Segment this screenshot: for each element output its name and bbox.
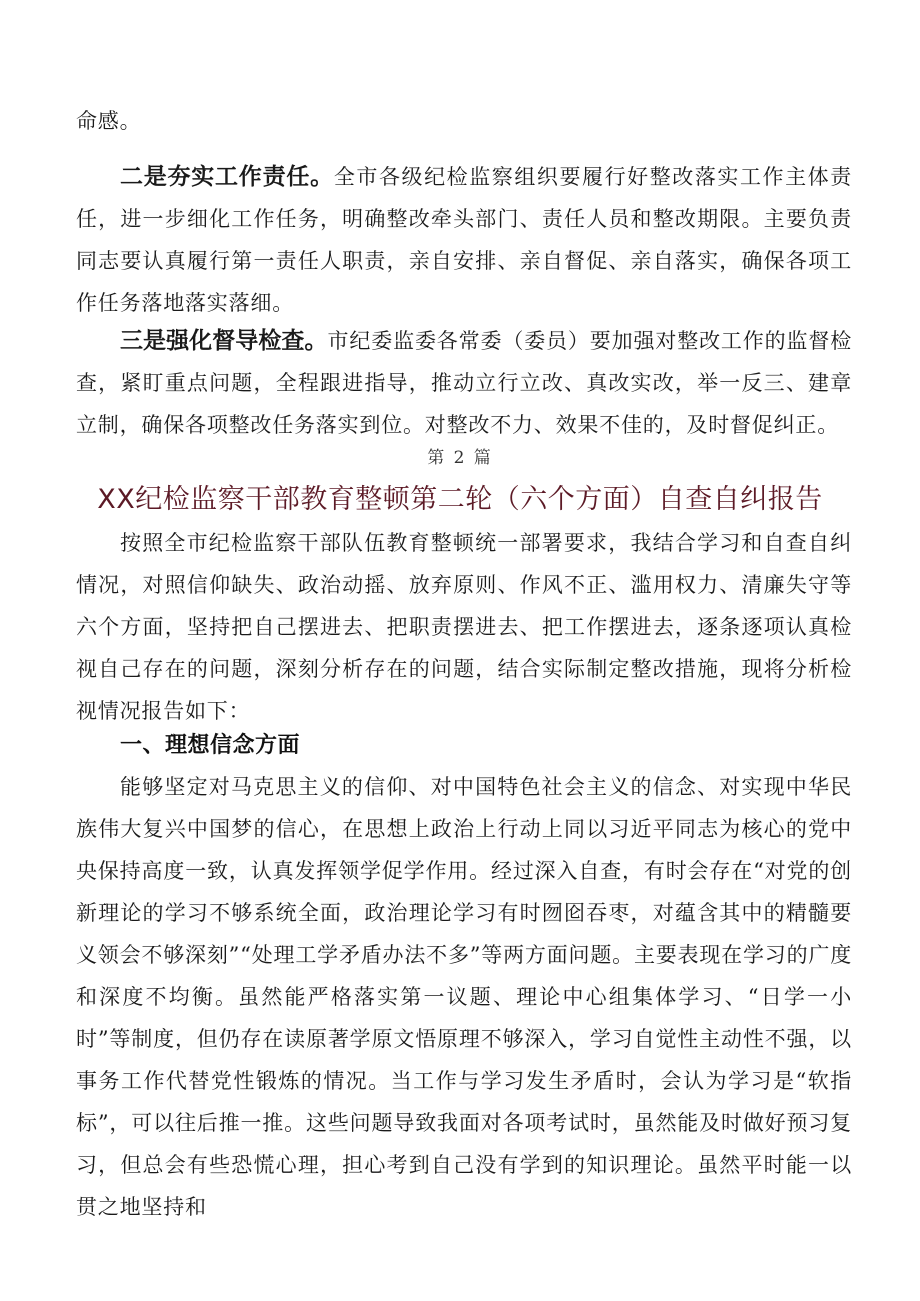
document-title: XX纪检监察干部教育整顿第二轮（六个方面）自查自纠报告: [97, 484, 823, 515]
paragraph-text: 全市各级纪检监察组织要履行好整改落实工作主体责任，进一步细化工作任务，明确整改牵头部门、责任人员和整改期限。主要负责同志要认真履行第一责任人职责，亲自安排、亲自督促、亲自落实，确保各项工作任务落地落实落细。: [76, 165, 853, 315]
paragraph-text: 按照全市纪检监察干部队伍教育整顿统一部署要求，我结合学习和自查自纠情况，对照信仰缺失、政治动摇、放弃原则、作风不正、滥用权力、清廉失守等六个方面，坚持把自己摆进去、把职责摆进去、把工作摆进去，逐条逐项认真检视自己存在的问题，深刻分析存在的问题，结合实际制定整改措施，现将分析检视情况报告如下：: [76, 531, 852, 723]
paragraph-intro: [76, 522, 852, 732]
paragraph-text: 能够坚定对马克思主义的信仰、对中国特色社会主义的信念、对实现中华民族伟大复兴中国梦的信心，在思想上政治上行动上同以习近平同志为核心的党中央保持高度一致，认真发挥领学促学作用。经过深入自查，有时会存在“对党的创新理论的学习不够系统全面，政治理论学习有时囫囵吞枣，对蕴含其中的精髓要义领会不够深刻”“处理工学矛盾办法不多”等两方面问题。主要表现在学习的广度和深度不均衡。虽然能严格落实第一议题、理论中心组集体学习、“日学一小时”等制度，但仍存在读原著学原文悟原理不够深入，学习自觉性主动性不强，以事务工作代替党性锻炼的情况。当工作与学习发生矛盾时，会认为学习是“软指标”，可以往后推一推。这些问题导致我面对各项考试时，虽然能及时做好预习复习，但总会有些恐慌心理，担心考到自己没有学到的知识理论。虽然平时能一以贯之地坚持和: [76, 775, 852, 1219]
paragraph-ideals-beliefs: [76, 766, 852, 1228]
paragraph-continuation: [76, 100, 852, 142]
paragraph-lead-heading: 二是夯实工作责任。: [120, 164, 334, 190]
section-heading: 一、理想信念方面: [120, 733, 301, 758]
paragraph-text: 市纪委监委各常委（委员）要加强对整改工作的监督检查，紧盯重点问题，全程跟进指导，推动立行立改、真改实改，举一反三、建章立制，确保各项整改任务落实到位。对整改不力、效果不佳的，及时督促纠正。: [76, 329, 853, 437]
paragraph-text: 命感。: [76, 109, 142, 133]
paragraph-lead-heading: 三是强化督导检查。: [120, 328, 328, 354]
paragraph-supervision-inspection: [76, 320, 852, 446]
section-marker: 第 2 篇: [427, 448, 493, 468]
paragraph-work-responsibility: [76, 156, 852, 324]
